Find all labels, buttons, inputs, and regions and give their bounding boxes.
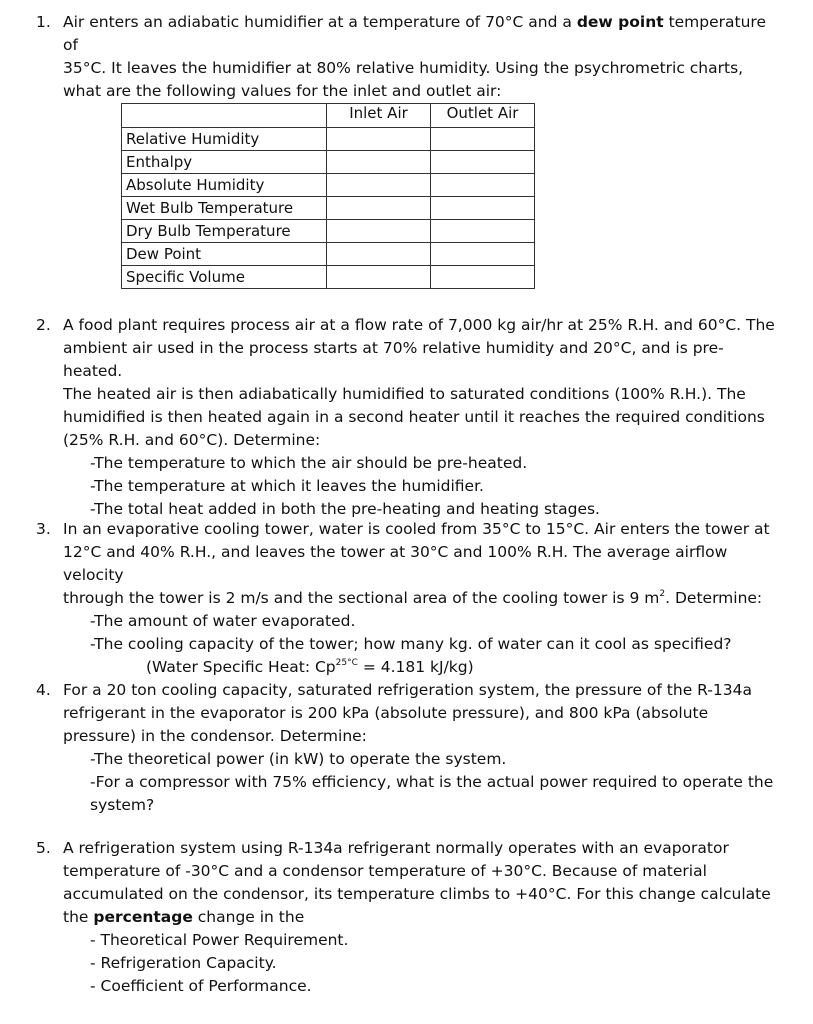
question-line: Air enters an adiabatic humidifier at a temperature of 70°C and a dew point temperature of [63,13,766,54]
table-header-row [122,104,535,128]
question-item: - Theoretical Power Requirement. [90,931,349,949]
table-row-label: Wet Bulb Temperature [122,197,327,220]
question-line: 12°C and 40% R.H., and leaves the tower at 30°C and 100% R.H. The average airflow velocity [63,543,728,584]
question-2 [36,314,776,521]
table-row-label: Absolute Humidity [122,174,327,197]
question-3 [36,518,776,679]
emphasis-dew-point: dew point [576,13,664,31]
table-cell-inlet [327,174,431,197]
question-line: accumulated on the condensor, its temperature climbs to +40°C. For this change calculate [63,885,771,903]
question-item: -The theoretical power (in kW) to operate the system. [90,750,507,768]
table-row-label: Dew Point [122,243,327,266]
question-line: temperature of -30°C and a condensor temperature of +30°C. Because of material [63,862,707,880]
question-line: the percentage change in the [63,908,305,926]
question-line: refrigerant in the evaporator is 200 kPa (absolute pressure), and 800 kPa (absolute [63,704,709,722]
question-line: The heated air is then adiabatically humidified to saturated conditions (100% R.H.). The [63,385,746,403]
table-row [122,243,535,266]
question-number: 4. [36,681,51,699]
table-row-label: Specific Volume [122,266,327,289]
emphasis-percentage: percentage [93,908,193,926]
question-item: - Refrigeration Capacity. [90,954,277,972]
question-number: 2. [36,316,51,334]
table-cell-outlet [431,128,535,151]
psychrometric-values-table [121,103,535,289]
question-item: -The temperature to which the air should be pre-heated. [90,454,528,472]
question-number: 5. [36,839,51,857]
table-cell-inlet [327,243,431,266]
table-row-label: Relative Humidity [122,128,327,151]
question-number: 3. [36,520,51,538]
table-cell-outlet [431,266,535,289]
question-item: -The amount of water evaporated. [90,612,356,630]
question-item: -For a compressor with 75% efficiency, what is the actual power required to operate the [90,773,774,791]
table-row-label: Dry Bulb Temperature [122,220,327,243]
table-row [122,151,535,174]
question-line: through the tower is 2 m/s and the sectional area of the cooling tower is 9 $m^2$. Determine: [63,588,763,607]
table-cell-inlet [327,220,431,243]
question-item: -The cooling capacity of the tower; how many kg. of water can it cool as specified? [90,635,732,653]
table-header-empty [122,104,327,128]
question-item: -The temperature at which it leaves the humidifier. [90,477,484,495]
table-cell-outlet [431,243,535,266]
table-row [122,266,535,289]
table-cell-outlet [431,174,535,197]
question-line: 35°C. It leaves the humidifier at 80% relative humidity. Using the psychrometric charts, [63,59,744,77]
table-row [122,128,535,151]
question-line: A food plant requires process air at a flow rate of 7,000 kg air/hr at 25% R.H. and 60°C. The [63,316,775,334]
table-row [122,174,535,197]
table-cell-outlet [431,197,535,220]
question-5-text [63,837,776,929]
table-row [122,197,535,220]
question-item: -The total heat added in both the pre-heating and heating stages. [90,500,600,518]
question-line: (25% R.H. and 60°C). Determine: [63,431,321,449]
table-cell-outlet [431,220,535,243]
question-1-text [63,11,776,103]
question-item: - Coefficient of Performance. [90,977,312,995]
question-3-text [63,518,776,610]
table-row [122,220,535,243]
question-line: what are the following values for the inlet and outlet air: [63,82,502,100]
question-2-text [63,314,776,452]
table-cell-outlet [431,151,535,174]
question-line: A refrigeration system using R-134a refrigerant normally operates with an evaporator [63,839,729,857]
table-header-inlet: Inlet Air [327,104,431,128]
question-line: pressure) in the condensor. Determine: [63,727,367,745]
question-line: ambient air used in the process starts at 70% relative humidity and 20°C, and is pre-heated. [63,339,724,380]
table-cell-inlet [327,151,431,174]
table-row-label: Enthalpy [122,151,327,174]
table-header-outlet: Outlet Air [431,104,535,128]
question-4-text [63,679,776,748]
table-cell-inlet [327,266,431,289]
specific-heat-note: (Water Specific Heat: $Cp^{25^\circ C} = 4.181$ kJ/kg) [146,657,474,676]
question-line: humidified is then heated again in a second heater until it reaches the required conditions [63,408,765,426]
table-cell-inlet [327,128,431,151]
question-5 [36,837,776,998]
question-line: For a 20 ton cooling capacity, saturated refrigeration system, the pressure of the R-134a [63,681,752,699]
question-1 [36,11,776,103]
question-line: In an evaporative cooling tower, water is cooled from 35°C to 15°C. Air enters the tower at [63,520,770,538]
table-cell-inlet [327,197,431,220]
question-item: system? [90,796,155,814]
question-number: 1. [36,13,51,31]
question-4 [36,679,776,817]
